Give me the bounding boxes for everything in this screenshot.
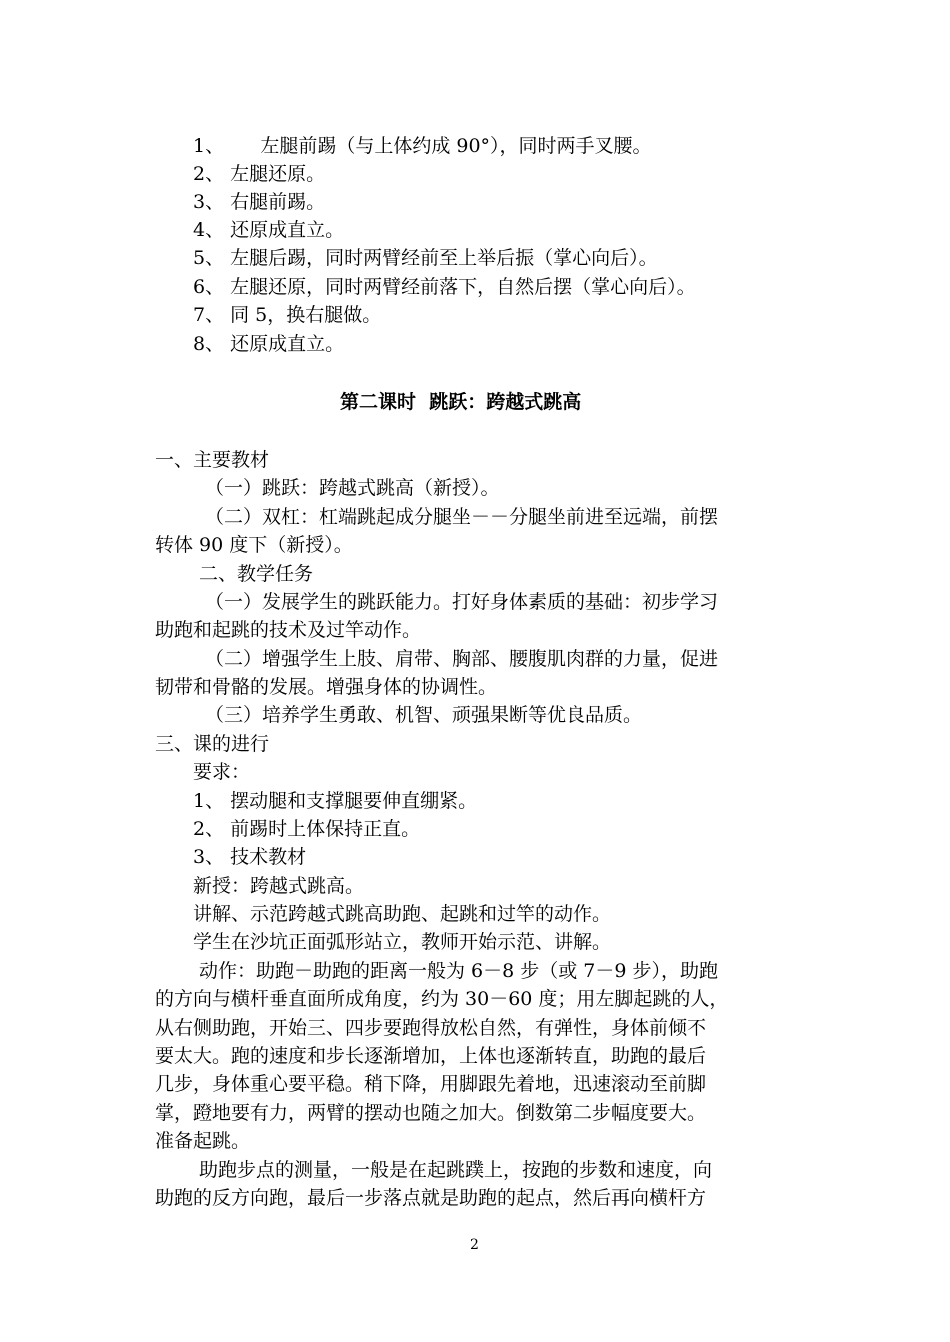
paragraph-line: 韧带和骨骼的发展。增强身体的协调性。 [155,676,498,698]
paragraph-line: （一）跳跃：跨越式跳高（新授）。 [205,477,500,499]
paragraph-line: 助跑和起跳的技术及过竿动作。 [155,619,422,641]
paragraph-line: 要求： [193,761,251,783]
list-item: 2、 前踢时上体保持正直。 [193,818,421,840]
section-title: 第二课时 跳跃：跨越式跳高 [340,391,582,413]
list-item: 7、 同 5，换右腿做。 [193,304,382,326]
list-item: 3、 技术教材 [193,846,307,868]
paragraph-line: （二）双杠：杠端跳起成分腿坐－－分腿坐前进至远端，前摆 [205,506,719,528]
paragraph-line: （三）培养学生勇敢、机智、顽强果断等优良品质。 [205,704,643,726]
paragraph-line: 要太大。跑的速度和步长逐渐增加，上体也逐渐转直，助跑的最后 [155,1045,707,1067]
paragraph-line: （二）增强学生上肢、肩带、胸部、腰腹肌肉群的力量，促进 [205,648,719,670]
paragraph-line: 转体 90 度下（新授）。 [155,534,353,556]
list-item: 4、 还原成直立。 [193,219,345,241]
paragraph-line: 准备起跳。 [155,1130,251,1152]
paragraph-line: 助跑步点的测量，一般是在起跳蹼上，按跑的步数和速度，向 [199,1159,713,1181]
paragraph-line: 动作：助跑－助跑的距离一般为 6－8 步（或 7－9 步），助跑 [199,960,719,982]
paragraph-line: 讲解、示范跨越式跳高助跑、起跳和过竿的动作。 [193,903,612,925]
paragraph-line: 新授：跨越式跳高。 [193,875,365,897]
list-item: 1、 左腿前踢（与上体约成 90°），同时两手叉腰。 [193,135,652,157]
paragraph-line: 从右侧助跑，开始三、四步要跑得放松自然，有弹性，身体前倾不 [155,1017,707,1039]
paragraph-line: （一）发展学生的跳跃能力。打好身体素质的基础：初步学习 [205,591,719,613]
list-item: 3、 右腿前踢。 [193,191,326,213]
list-item: 8、 还原成直立。 [193,333,345,355]
heading-teaching-tasks: 二、教学任务 [199,563,314,585]
list-item: 1、 摆动腿和支撑腿要伸直绷紧。 [193,790,478,812]
paragraph-line: 的方向与横杆垂直面所成角度，约为 30－60 度；用左脚起跳的人， [155,988,729,1010]
page-number: 2 [470,1237,479,1253]
heading-class-procedure: 三、课的进行 [155,733,270,755]
paragraph-line: 几步，身体重心要平稳。稍下降，用脚跟先着地，迅速滚动至前脚 [155,1073,707,1095]
paragraph-line: 学生在沙坑正面弧形站立，教师开始示范、讲解。 [193,931,612,953]
list-item: 2、 左腿还原。 [193,163,326,185]
list-item: 6、 左腿还原，同时两臂经前落下，自然后摆（掌心向后）。 [193,276,696,298]
heading-main-materials: 一、主要教材 [155,449,270,471]
paragraph-line: 助跑的反方向跑，最后一步落点就是助跑的起点，然后再向横杆方 [155,1187,707,1209]
list-item: 5、 左腿后踢，同时两臂经前至上举后振（掌心向后）。 [193,247,658,269]
paragraph-line: 掌，蹬地要有力，两臂的摆动也随之加大。倒数第二步幅度要大。 [155,1102,707,1124]
